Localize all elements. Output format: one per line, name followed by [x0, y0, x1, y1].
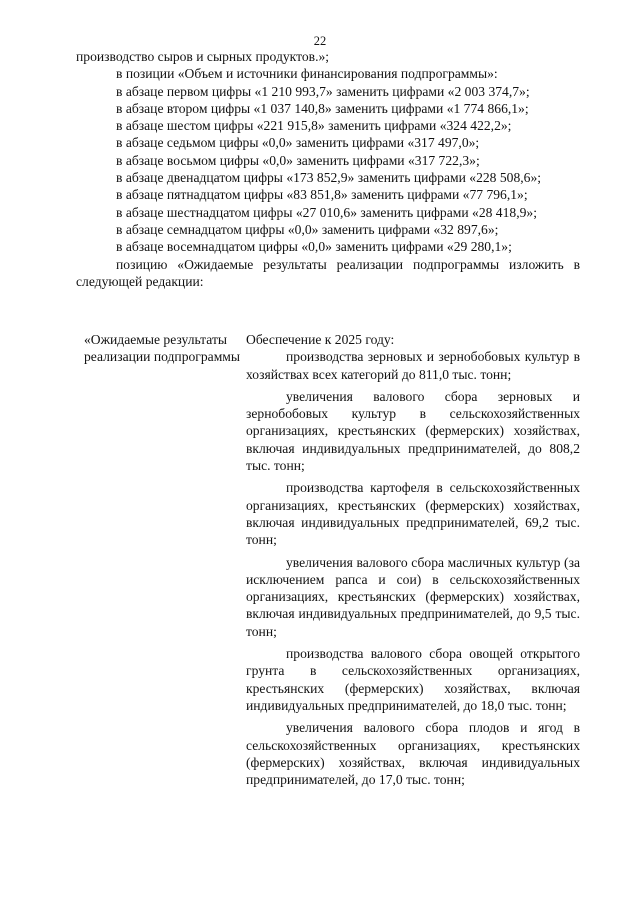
document-body: [76, 48, 580, 290]
paragraph-eighteenth-abzac: в абзаце восемнадцатом цифры «0,0» заменить цифрами «29 280,1»;: [116, 239, 512, 255]
result-item-vegetables: производства валового сбора овощей открытого грунта в сельскохозяйственных организациях, крестьянских (фермерских) хозяйствах, включая индивидуальных предпринимателей, до 18,0 тыс. тонн;: [246, 646, 580, 713]
paragraph-seventh-abzac: в абзаце седьмом цифры «0,0» заменить цифрами «317 497,0»;: [116, 135, 480, 151]
result-item-grain-harvest: увеличения валового сбора зерновых и зернобобовых культур в сельскохозяйственных организациях, крестьянских (фермерских) хозяйствах, включая индивидуальных предпринимателей, до 808,2 тыс. тонн;: [246, 388, 580, 474]
paragraph-eighth-abzac: в абзаце восьмом цифры «0,0» заменить цифрами «317 722,3»;: [116, 152, 480, 168]
paragraph-cheese-production: производство сыров и сырных продуктов.»;: [76, 49, 330, 64]
paragraph-expected-results-intro: позицию «Ожидаемые результаты реализации подпрограммы изложить в следующей редакции:: [76, 256, 580, 289]
paragraph-fifteenth-abzac: в абзаце пятнадцатом цифры «83 851,8» заменить цифрами «77 796,1»;: [116, 187, 528, 203]
result-item-potato: производства картофеля в сельскохозяйственных организациях, крестьянских (фермерских) хозяйствах, включая индивидуальных предпринимателей, 69,2 тыс. тонн;: [246, 480, 580, 548]
paragraph-twelfth-abzac: в абзаце двенадцатом цифры «173 852,9» заменить цифрами «228 508,6»;: [116, 170, 542, 186]
paragraph-sixth-abzac: в абзаце шестом цифры «221 915,8» заменить цифрами «324 422,2»;: [116, 118, 512, 134]
paragraph-seventeenth-abzac: в абзаце семнадцатом цифры «0,0» заменить цифрами «32 897,6»;: [116, 221, 499, 237]
paragraph-second-abzac: в абзаце втором цифры «1 037 140,8» заменить цифрами «1 774 866,1»;: [116, 100, 529, 116]
paragraph-first-abzac: в абзаце первом цифры «1 210 993,7» заменить цифрами «2 003 374,7»;: [116, 83, 530, 99]
result-item-fruits-berries: увеличения валового сбора плодов и ягод в сельскохозяйственных организациях, крестьянских (фермерских) хозяйствах, включая индивидуальных предпринимателей, до 17,0 тыс. тонн;: [246, 720, 580, 788]
position-intro: Обеспечение к 2025 году:: [246, 332, 395, 347]
result-item-oilseed: увеличения валового сбора масличных культур (за исключением рапса и сои) в сельскохозяйственных организациях, крестьянских (фермерских) хозяйствах, включая индивидуальных предпринимателей, до 9,5 тыс. тонн;: [246, 554, 580, 639]
expected-results-position: [76, 331, 580, 793]
result-item-grain-production: производства зерновых и зернобобовых культур в хозяйствах всех категорий до 811,0 тыс. тонн;: [246, 349, 580, 382]
page-number: 22: [313, 34, 327, 48]
position-label: «Ожидаемые результаты реализации подпрограммы: [84, 332, 241, 365]
paragraph-financing-position: в позиции «Объем и источники финансирования подпрограммы»:: [116, 66, 498, 82]
paragraph-sixteenth-abzac: в абзаце шестнадцатом цифры «27 010,6» заменить цифрами «28 418,9»;: [116, 204, 537, 220]
position-content: [246, 331, 580, 793]
